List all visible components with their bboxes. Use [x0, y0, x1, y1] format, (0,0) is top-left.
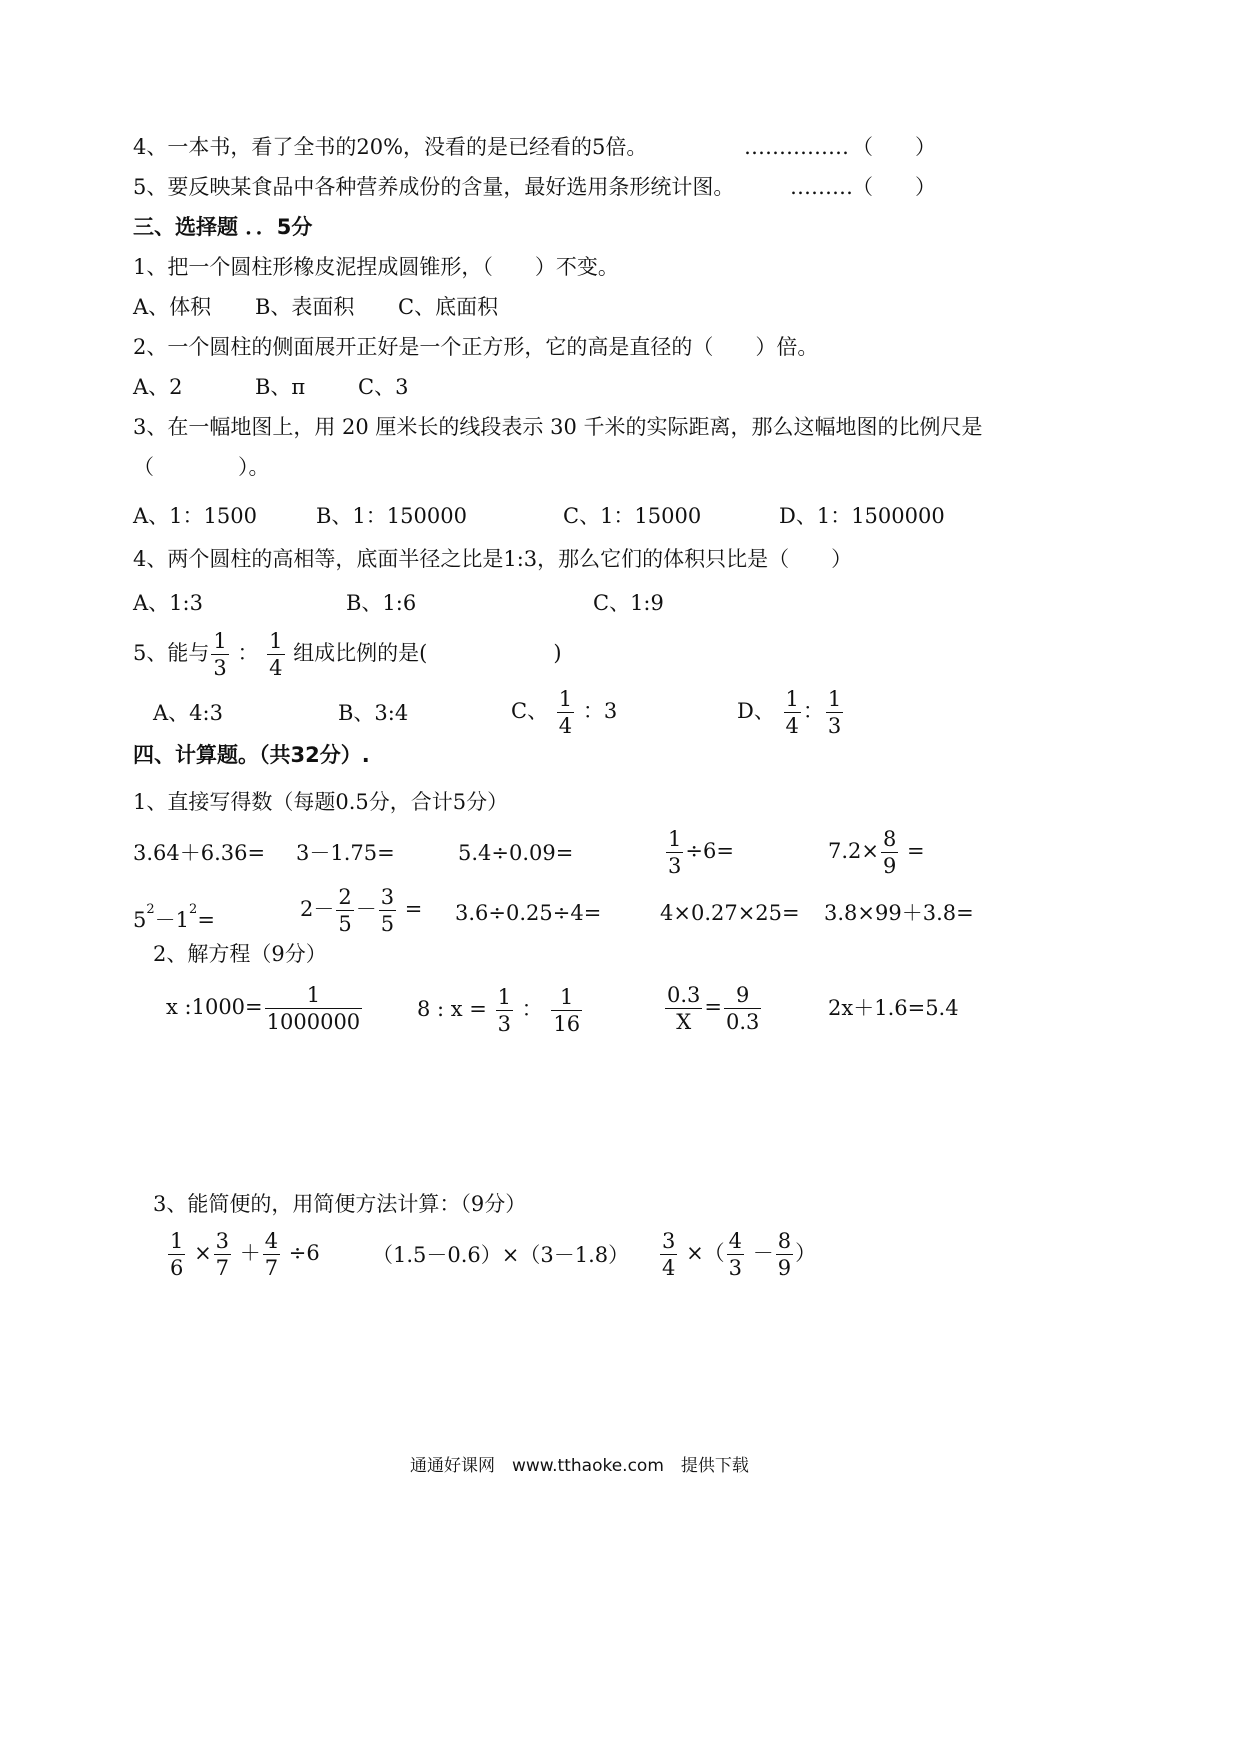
- fraction: $\frac{3}{7}$: [215, 1229, 230, 1281]
- judgment-q4-text: 4、一本书，看了全书的20%，没看的是已经看的5倍。: [133, 135, 648, 159]
- choice-q5-prefix: 5、能与: [133, 641, 210, 666]
- fraction: $\frac{3}{4}$: [662, 1229, 676, 1281]
- calc-s1-r2-e5: 3.8×99＋3.8=: [824, 901, 974, 925]
- calc-s2-title: 2、解方程（9分）: [153, 942, 327, 966]
- choice-q3-stem-line1: 3、在一幅地图上，用 20 厘米长的线段表示 30 千米的实际距离，那么这幅地图的比例尺是: [133, 415, 983, 439]
- judgment-q4-answer-blank[interactable]: （ ）: [852, 135, 936, 159]
- fraction: $\frac{0.3}{X}$: [667, 983, 701, 1035]
- choice-q5-option-c: C、 $\frac{1}{4}$ ：3: [511, 687, 618, 739]
- fraction: $\frac{1}{3}$: [827, 687, 842, 739]
- fraction: $\frac{4}{3}$: [728, 1229, 743, 1281]
- judgment-q5-text: 5、要反映某食品中各种营养成份的含量，最好选用条形统计图。: [133, 175, 735, 199]
- judgment-q4-dots: ……………: [744, 135, 849, 159]
- fraction: $\frac{1}{4}$: [558, 687, 573, 739]
- choice-q3-option-c: C、1：15000: [563, 504, 702, 528]
- calc-s3-e2: （1.5－0.6）×（3－1.8）: [372, 1243, 630, 1267]
- calc-s1-title: 1、直接写得数（每题0.5分，合计5分）: [133, 790, 509, 814]
- fraction: $\frac{1}{4}$: [785, 687, 799, 739]
- fraction: $\frac{8}{9}$: [777, 1229, 792, 1281]
- choice-q3-option-b: B、1：150000: [316, 504, 467, 528]
- calc-s1-r1-e3: 5.4÷0.09=: [458, 841, 574, 865]
- fraction: $\frac{8}{9}$: [883, 827, 897, 879]
- choice-q2-option-c: C、3: [358, 375, 409, 399]
- calc-s2-e1: x :1000= $\frac{1}{1000000}$: [166, 983, 361, 1035]
- fraction: $\frac{2}{5}$: [338, 885, 352, 937]
- choice-q5-stem: 5、能与 $\frac{1}{3}$ ： $\frac{1}{4}$ 组成比例的是( ): [133, 629, 562, 681]
- choice-q4-stem: 4、两个圆柱的高相等，底面半径之比是1:3，那么它们的体积只比是（ ）: [133, 547, 853, 571]
- choice-q1-option-a: A、体积: [133, 295, 212, 319]
- fraction: $\frac{9}{0.3}$: [726, 983, 760, 1035]
- calc-s3-title: 3、能简便的，用简便方法计算：（9分）: [153, 1192, 527, 1216]
- choice-q3-option-d: D、1：1500000: [779, 504, 945, 528]
- choice-q1-stem: 1、把一个圆柱形橡皮泥捏成圆锥形，（ ）不变。: [133, 255, 619, 279]
- calc-s3-e3: $\frac{3}{4}$ ×（ $\frac{4}{3}$ － $\frac{8}{9}$ ）: [662, 1229, 817, 1281]
- calc-s1-r1-e5: 7.2× $\frac{8}{9}$ =: [828, 827, 925, 879]
- fraction: $\frac{1}{3}$: [213, 629, 227, 681]
- choice-q1-option-c: C、底面积: [398, 295, 499, 319]
- choice-q5-option-d: D、 $\frac{1}{4}$ ： $\frac{1}{3}$: [737, 687, 842, 739]
- choice-q2-option-a: A、2: [133, 375, 183, 399]
- fraction: $\frac{1}{4}$: [269, 629, 283, 681]
- calc-s1-r2-e1: $5^2-1^2=$: [133, 902, 215, 932]
- choice-q2-stem: 2、一个圆柱的侧面展开正好是一个正方形，它的高是直径的（ ）倍。: [133, 335, 819, 359]
- footer-credit: 通通好课网 www.tthaoke.com 提供下载: [410, 1456, 749, 1476]
- choice-q3-stem-line2: （ ）。: [133, 455, 270, 479]
- choice-q5-option-a: A、4:3: [153, 701, 223, 725]
- calc-s1-r2-e2: 2－ $\frac{2}{5}$ － $\frac{3}{5}$ =: [300, 885, 423, 937]
- choice-q2-option-b: B、π: [255, 375, 306, 399]
- fraction: $\frac{1}{6}$: [170, 1229, 184, 1281]
- calc-s1-r2-e3: 3.6÷0.25÷4=: [455, 901, 602, 925]
- fraction: $\frac{1}{1000000}$: [266, 983, 361, 1035]
- choice-q5-option-b: B、3:4: [338, 701, 409, 725]
- choice-q4-option-b: B、1:6: [346, 591, 417, 615]
- choice-q1-option-b: B、表面积: [255, 295, 355, 319]
- judgment-q5-dots: ………: [790, 175, 853, 199]
- section-calc-heading: 四、计算题。（共32分）.: [133, 743, 370, 767]
- judgment-q5-answer-blank[interactable]: （ ）: [852, 175, 936, 199]
- calc-s2-e3: $\frac{0.3}{X}$ = $\frac{9}{0.3}$: [667, 983, 760, 1035]
- fraction: $\frac{1}{16}$: [553, 985, 581, 1037]
- choice-q5-suffix: 组成比例的是( ): [293, 641, 562, 666]
- calc-s2-e2: 8 : x = $\frac{1}{3}$ ： $\frac{1}{16}$: [417, 985, 581, 1037]
- fraction: $\frac{1}{3}$: [497, 985, 511, 1037]
- section-choice-heading: 三、选择题 ．．5分: [133, 215, 313, 239]
- calc-s2-e4: 2x＋1.6=5.4: [828, 996, 959, 1020]
- calc-s1-r1-e1: 3.64＋6.36=: [133, 841, 266, 865]
- choice-q4-option-a: A、1:3: [133, 591, 203, 615]
- choice-q3-option-a: A、1：1500: [133, 504, 257, 528]
- calc-s1-r2-e4: 4×0.27×25=: [660, 901, 800, 925]
- fraction: $\frac{1}{3}$: [668, 827, 682, 879]
- calc-s1-r1-e2: 3－1.75=: [296, 841, 395, 865]
- choice-q4-option-c: C、1:9: [593, 591, 664, 615]
- calc-s1-r1-e4: $\frac{1}{3}$ ÷6=: [668, 827, 734, 879]
- fraction: $\frac{4}{7}$: [264, 1229, 279, 1281]
- calc-s3-e1: $\frac{1}{6}$ × $\frac{3}{7}$ ＋ $\frac{4}{7}$ ÷6: [170, 1229, 320, 1281]
- fraction: $\frac{3}{5}$: [380, 885, 395, 937]
